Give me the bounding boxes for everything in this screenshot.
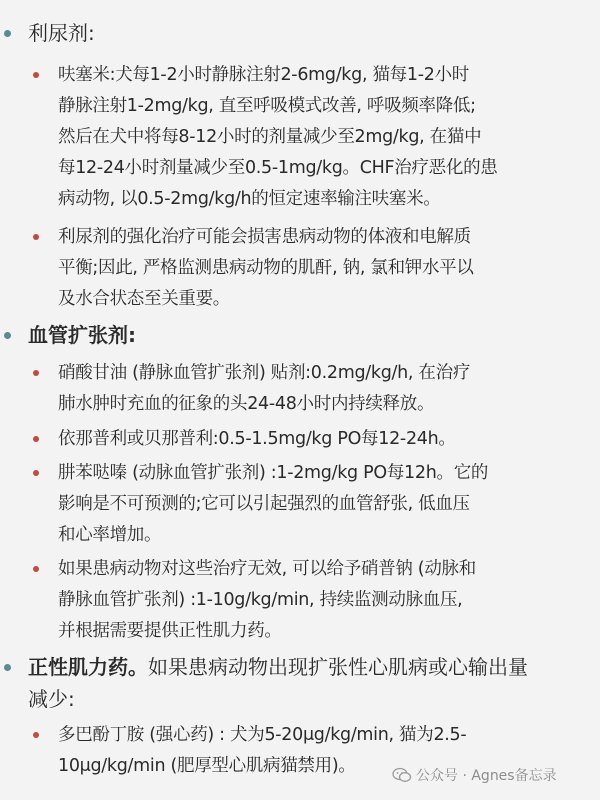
text-line: 静脉注射1-2mg/kg, 直至呼吸模式改善, 呼吸频率降低; [58, 96, 476, 116]
item-bullet [33, 470, 39, 476]
item-bullet [33, 72, 39, 78]
section-title-bold: 正性肌力药。 [28, 655, 148, 679]
section-title-line [28, 650, 528, 684]
text-line: 病动物, 以0.5-2mg/kg/h的恒定速率输注呋塞米。 [58, 189, 441, 209]
watermark [392, 764, 557, 786]
text-line: 和心率增加。 [58, 525, 162, 545]
text-line: 利尿剂的强化治疗可能会损害患病动物的体液和电解质 [58, 227, 471, 247]
text-line: 并根据需要提供正性肌力药。 [58, 621, 282, 641]
section-bullet [4, 332, 11, 339]
watermark-text: 公众号 · Agnes备忘录 [416, 768, 557, 784]
item-bullet [33, 436, 39, 442]
text-line: 硝酸甘油 (静脉血管扩张剂) 贴剂:0.2mg/kg/h, 在治疗 [58, 363, 471, 383]
item-bullet [33, 370, 39, 376]
text-line: 依那普利或贝那普利:0.5-1.5mg/kg PO每12-24h。 [58, 429, 456, 449]
section-bullet [4, 664, 11, 671]
section-bullet [4, 30, 11, 37]
text-line: 平衡;因此, 严格监测患病动物的肌酐, 钠, 氯和钾水平以 [58, 258, 474, 278]
text-line: 10μg/kg/min (肥厚型心肌病猫禁用)。 [58, 756, 356, 776]
wechat-icon [392, 767, 412, 783]
section-title-text: 如果患病动物出现扩张性心肌病或心输出量 [148, 655, 528, 679]
text-line: 每12-24小时剂量减少至0.5-1mg/kg。CHF治疗恶化的患 [58, 158, 498, 178]
text-line: 然后在犬中将每8-12小时的剂量减少至2mg/kg, 在猫中 [58, 127, 482, 147]
text-line: 静脉血管扩张剂) :1-10g/kg/min, 持续监测动脉血压, [58, 590, 463, 610]
section-title: 利尿剂: [28, 21, 95, 45]
text-line: 多巴酚丁胺 (强心药) : 犬为5-20μg/kg/min, 猫为2.5- [58, 725, 467, 745]
text-line: 影响是不可预测的;它可以引起强烈的血管舒张, 低血压 [58, 494, 470, 514]
text-line: 肺水肿时充血的征象的头24-48小时内持续释放。 [58, 394, 435, 414]
item-bullet [33, 566, 39, 572]
section-title-line: 减少: [28, 687, 75, 711]
text-line: 及水合状态至关重要。 [58, 289, 230, 309]
text-line: 呋塞米:犬每1-2小时静脉注射2-6mg/kg, 猫每1-2小时 [58, 65, 469, 85]
section-title: 血管扩张剂: [28, 323, 136, 347]
text-line: 如果患病动物对这些治疗无效, 可以给予硝普钠 (动脉和 [58, 559, 476, 579]
text-line: 肼苯哒嗪 (动脉血管扩张剂) :1-2mg/kg PO每12h。它的 [58, 463, 489, 483]
item-bullet [33, 234, 39, 240]
item-bullet [33, 732, 39, 738]
